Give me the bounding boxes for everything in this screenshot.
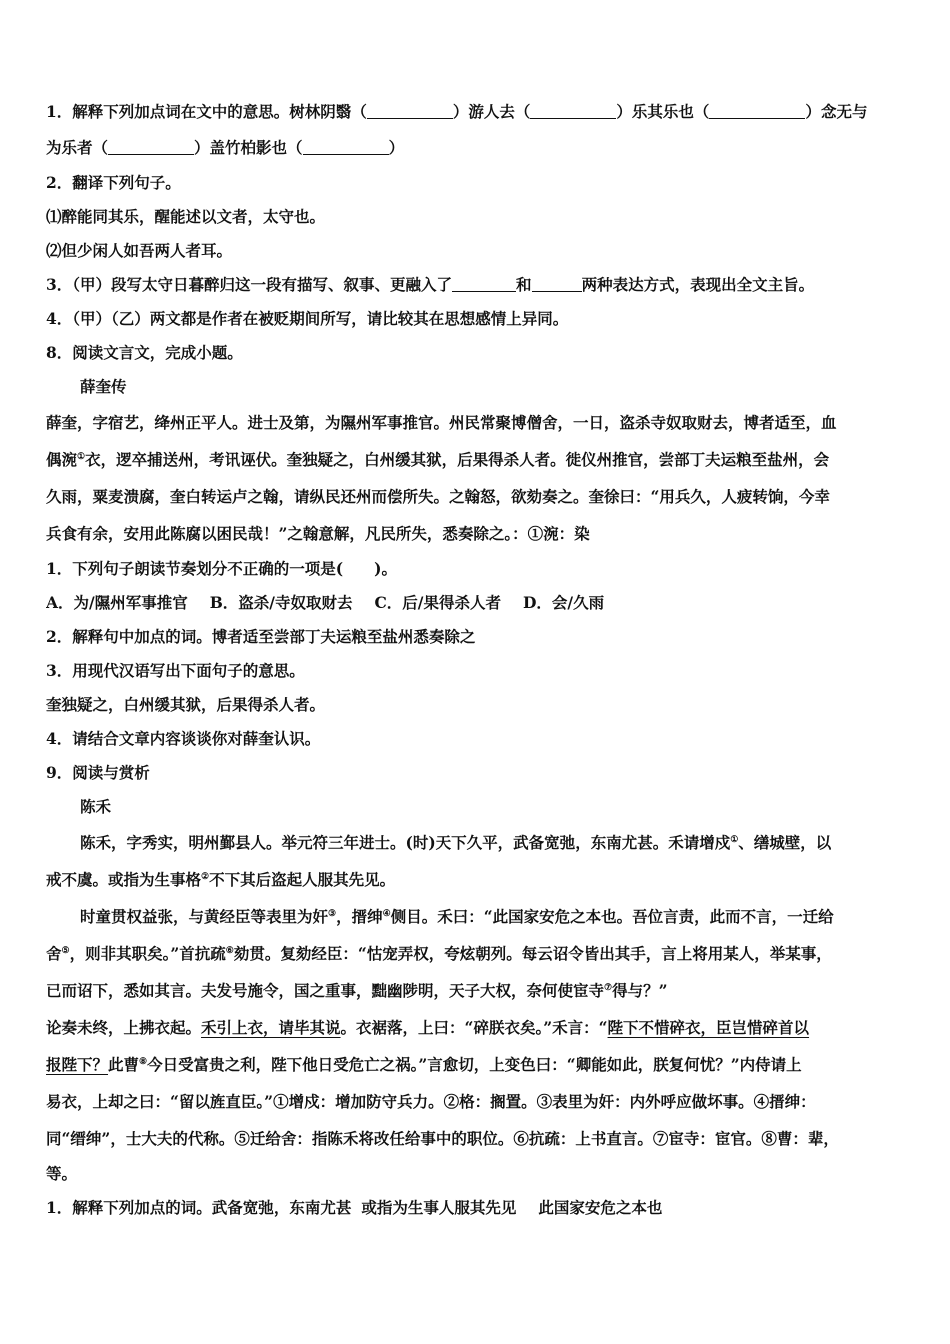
passage-line: 陈禾，字秀实，明州鄞县人。举元符三年进士。(时)天下久平，武备宽弛，东南尤甚。禾请增戍①、缮城壁，以: [46, 824, 904, 861]
underlined-sentence: 禾引上衣，请毕其说: [201, 1018, 341, 1037]
dotted-word: 盖: [210, 129, 226, 166]
dotted-word: 适: [243, 620, 259, 654]
passage-line: 等。: [46, 1164, 78, 1183]
dotted-word: 念: [821, 95, 837, 129]
dotted-word: 服: [454, 1191, 470, 1225]
passage-title: 薛奎传: [80, 377, 127, 396]
dotted-word: 或: [108, 861, 124, 898]
question-4: 4．（甲）（乙）两文都是作者在被贬期间所写，请比较其在思想感情上异同。: [46, 309, 569, 328]
passage-line: 薛奎，字宿艺，绛州正平人。进士及第，为隰州军事推官。州民常聚博僧舍，一日，盗杀寺奴取财去，博者适至，血: [46, 413, 837, 432]
answer-options: [46, 586, 904, 620]
question-1-line-2: 为乐者（ ）盖竹柏影也（ ）: [46, 129, 904, 166]
section-9-header: 9．阅读与赏析: [46, 763, 150, 782]
question-2: 2．翻译下列句子。: [46, 173, 181, 192]
passage-title: 陈禾: [80, 797, 112, 816]
dotted-word: 翳: [336, 95, 352, 129]
option-a[interactable]: A．为/隰州军事推官: [46, 593, 188, 612]
question-2-sentence-2: ⑵但少闲人如吾两人者耳。: [46, 241, 233, 260]
passage-line: 报陛下？此曹⑧今日受富贵之利，陛下他日受危亡之祸。”言愈切，上变色曰：“卿能如此，朕复何忧？”内侍请上: [46, 1055, 802, 1074]
section-8-question-4: 4．请结合文章内容谈谈你对薛奎认识。: [46, 729, 321, 748]
answer-blank[interactable]: [452, 273, 516, 292]
answer-blank[interactable]: [367, 100, 453, 119]
question-2-sentence-1: ⑴醉能同其乐，醒能述以文者，太守也。: [46, 207, 326, 226]
passage-line: 舍⑤，则非其职矣。”首抗疏⑥劾贯。复劾经臣：“怙宠弄权，夸炫朝列。每云诏令皆出其手，言上将用某人，举某事，: [46, 944, 832, 963]
option-d[interactable]: D．会/久雨: [522, 593, 605, 612]
dotted-word: 本: [631, 1191, 647, 1225]
dotted-word: 尝: [274, 620, 290, 654]
section-9-question-1: 1．解释下列加点的词。武备宽弛，东南尤甚 或指为生事人服其先见 此国家安危之本也: [46, 1191, 904, 1225]
option-c[interactable]: C．后/果得杀人者: [374, 593, 501, 612]
section-8-question-3: 3．用现代汉语写出下面句子的意思。: [46, 661, 305, 680]
passage-line: 兵食有余，安用此陈腐以困民哉！”之翰意解，凡民所失，悉奏除之。：①涴：染: [46, 524, 590, 543]
passage-line: 论奏未终，上拂衣起。禾引上衣，请毕其说。衣裾落，上曰：“碎朕衣矣。”禾言：“陛下不惜碎衣，臣岂惜碎首以: [46, 1018, 810, 1037]
passage-line: 易衣，上却之曰：“留以旌直臣。”①增戍：增加防守兵力。②格：搁置。③表里为奸：内外呼应做坏事。④搢绅：: [46, 1092, 816, 1111]
option-b[interactable]: B．盗杀/寺奴取财去: [209, 593, 353, 612]
passage-line: 久雨，粟麦溃腐，奎白转运卢之翰，请纵民还州而偿所失。之翰怒，欲劾奏之。奎徐曰：“用兵久，人疲转饷，今幸: [46, 487, 830, 506]
answer-blank[interactable]: [108, 136, 194, 155]
dotted-word: 弛: [560, 824, 576, 861]
section-8-question-3-sentence: 奎独疑之，白州缓其狱，后果得杀人者。: [46, 695, 326, 714]
dotted-word: 或: [361, 1191, 377, 1225]
question-1-line-1: 1．解释下列加点词在文中的意思。树林阴翳（ ）游人去（ ）乐其乐也（ ）念无与: [46, 95, 904, 129]
underlined-sentence: 陛下不惜碎衣，臣岂惜碎首以: [607, 1018, 810, 1037]
answer-blank[interactable]: [303, 136, 389, 155]
dotted-word: 悉: [413, 620, 429, 654]
section-8-question-1: 1．下列句子朗读节奏划分不正确的一项是( )。: [46, 559, 397, 578]
dotted-word: 服: [318, 861, 334, 898]
answer-blank[interactable]: [709, 100, 805, 119]
passage-line: 戒不虞。或指为生事格②不下其后盗起人服其先见。: [46, 861, 904, 898]
question-3: 3．（甲）段写太守日暮醉归这一段有描写、叙事、更融入了 和 两种表达方式，表现出全文主旨。: [46, 275, 815, 294]
passage-line: 同“缙绅”，士大夫的代称。⑤迁给舍：指陈禾将改任给事中的职位。⑥抗疏：上书直言。⑦宦寺：宦官。⑧曹：辈，: [46, 1129, 839, 1148]
dotted-word: 去: [499, 95, 515, 129]
answer-blank[interactable]: [530, 100, 616, 119]
passage-line: 时童贯权益张，与黄经臣等表里为奸③，搢绅④侧目。禾曰：“此国家安危之本也。吾位言责，此而不言，一迁给: [80, 907, 834, 926]
section-8-header: 8．阅读文言文，完成小题。: [46, 343, 243, 362]
dotted-word: 乐: [632, 95, 648, 129]
passage-line: 已而诏下，悉如其言。夫发号施令，国之重事，黜幽陟明，天子大权，奈何使宦寺⑦得与？”: [46, 981, 668, 1000]
dotted-word: 弛: [258, 1191, 274, 1225]
answer-blank[interactable]: [532, 273, 582, 292]
passage-line: 偶涴①衣，逻卒捕送州，考讯诬伏。奎独疑之，白州缓其狱，后果得杀人者。徙仪州推官，尝部丁夫运粮至盐州，会: [46, 450, 830, 469]
underlined-sentence: 报陛下？: [46, 1055, 109, 1074]
section-8-question-2: 2．解释句中加点的词。博者适至尝部丁夫运粮至盐州悉奏除之: [46, 620, 904, 654]
